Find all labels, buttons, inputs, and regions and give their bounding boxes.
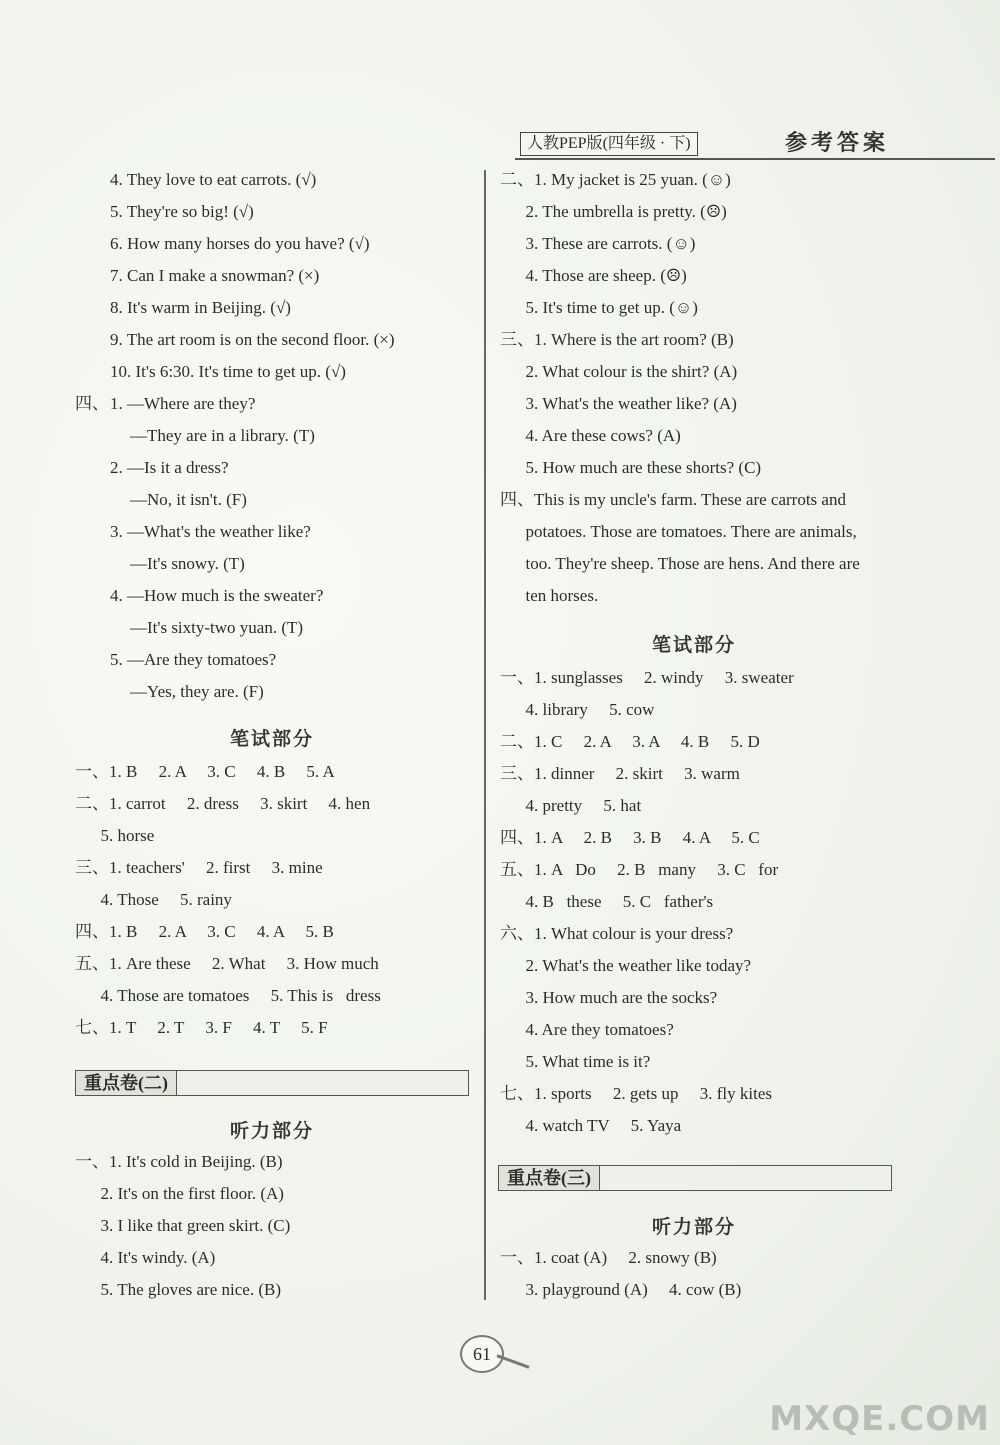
answer-line: 二、1. My jacket is 25 yuan. (☺) bbox=[500, 170, 731, 189]
answer-line: 4. library 5. cow bbox=[500, 700, 655, 719]
answer-line: 三、1. teachers' 2. first 3. mine bbox=[75, 858, 323, 877]
dialog-question: 1. —Where are they? bbox=[110, 394, 256, 413]
written-section-title: 笔试部分 bbox=[652, 635, 737, 656]
answer-line: 四、1. B 2. A 3. C 4. A 5. B bbox=[75, 922, 334, 941]
page-number: 61 bbox=[460, 1335, 504, 1373]
edition-label: 人教PEP版(四年级 · 下) bbox=[520, 132, 698, 156]
answer-line: 3. I like that green skirt. (C) bbox=[75, 1216, 291, 1235]
answer-line: 5. The gloves are nice. (B) bbox=[75, 1280, 281, 1299]
header-rule bbox=[515, 158, 995, 160]
answer-line: 8. It's warm in Beijing. (√) bbox=[110, 298, 291, 317]
answer-line: 4. pretty 5. hat bbox=[500, 796, 642, 815]
answer-line: 六、1. What colour is your dress? bbox=[500, 924, 734, 943]
answer-line: 7. Can I make a snowman? (×) bbox=[110, 266, 320, 285]
answer-line: 5. What time is it? bbox=[500, 1052, 651, 1071]
passage-line: potatoes. Those are tomatoes. There are animals, bbox=[500, 522, 857, 541]
section-box bbox=[75, 1070, 469, 1096]
answer-line: 4. It's windy. (A) bbox=[75, 1248, 216, 1267]
answer-line: 4. Those 5. rainy bbox=[75, 890, 232, 909]
dialog-answer: —No, it isn't. (F) bbox=[130, 490, 247, 509]
answer-line: 一、1. coat (A) 2. snowy (B) bbox=[500, 1248, 717, 1267]
passage-line: 四、This is my uncle's farm. These are carrots and bbox=[500, 490, 846, 509]
answer-line: 三、1. Where is the art room? (B) bbox=[500, 330, 734, 349]
answer-line: 4. Those are sheep. (☹) bbox=[500, 266, 687, 285]
answer-line: 2. What's the weather like today? bbox=[500, 956, 752, 975]
listening-section-title: 听力部分 bbox=[230, 1121, 315, 1142]
passage-line: ten horses. bbox=[500, 586, 599, 605]
dialog-question: 2. —Is it a dress? bbox=[110, 458, 229, 477]
answer-line: 四、1. A 2. B 3. B 4. A 5. C bbox=[500, 828, 760, 847]
answer-line: 6. How many horses do you have? (√) bbox=[110, 234, 370, 253]
answer-line: 5. It's time to get up. (☺) bbox=[500, 298, 698, 317]
watermark: MXQE.COM bbox=[769, 1399, 990, 1439]
answer-line: 三、1. dinner 2. skirt 3. warm bbox=[500, 764, 740, 783]
answer-key-title: 参考答案 bbox=[785, 130, 890, 155]
answer-line: 4. Are they tomatoes? bbox=[500, 1020, 674, 1039]
answer-line: 4. watch TV 5. Yaya bbox=[500, 1116, 682, 1135]
section-box-label: 重点卷(三) bbox=[499, 1166, 600, 1190]
answer-line: 4. Are these cows? (A) bbox=[500, 426, 681, 445]
answer-line: 5. They're so big! (√) bbox=[110, 202, 254, 221]
dialog-answer: —They are in a library. (T) bbox=[130, 426, 315, 445]
dialog-question: 3. —What's the weather like? bbox=[110, 522, 311, 541]
answer-line: 10. It's 6:30. It's time to get up. (√) bbox=[110, 362, 346, 381]
answer-line: 3. What's the weather like? (A) bbox=[500, 394, 737, 413]
answer-line: 七、1. sports 2. gets up 3. fly kites bbox=[500, 1084, 772, 1103]
answer-line: 二、1. carrot 2. dress 3. skirt 4. hen bbox=[75, 794, 371, 813]
answer-line: 一、1. sunglasses 2. windy 3. sweater bbox=[500, 668, 794, 687]
answer-line: 2. What colour is the shirt? (A) bbox=[500, 362, 738, 381]
answer-line: 一、1. B 2. A 3. C 4. B 5. A bbox=[75, 762, 335, 781]
part-prefix: 四、 bbox=[75, 394, 109, 413]
listening-section-title: 听力部分 bbox=[652, 1217, 737, 1238]
dialog-question: 4. —How much is the sweater? bbox=[110, 586, 324, 605]
dialog-answer: —It's snowy. (T) bbox=[130, 554, 245, 573]
column-divider bbox=[484, 170, 486, 1300]
answer-line: 七、1. T 2. T 3. F 4. T 5. F bbox=[75, 1018, 328, 1037]
page-header bbox=[515, 118, 995, 160]
passage-line: too. They're sheep. Those are hens. And there are bbox=[500, 554, 860, 573]
answer-line: 4. B these 5. C father's bbox=[500, 892, 714, 911]
answer-line: 5. horse bbox=[75, 826, 155, 845]
answer-line: 五、1. A Do 2. B many 3. C for bbox=[500, 860, 779, 879]
answer-line: 2. The umbrella is pretty. (☹) bbox=[500, 202, 727, 221]
dialog-answer: —Yes, they are. (F) bbox=[130, 682, 264, 701]
answer-line: 4. Those are tomatoes 5. This is dress bbox=[75, 986, 381, 1005]
answer-line: 一、1. It's cold in Beijing. (B) bbox=[75, 1152, 283, 1171]
answer-line: 二、1. C 2. A 3. A 4. B 5. D bbox=[500, 732, 760, 751]
answer-line: 5. How much are these shorts? (C) bbox=[500, 458, 762, 477]
dialog-answer: —It's sixty-two yuan. (T) bbox=[130, 618, 304, 637]
answer-line: 五、1. Are these 2. What 3. How much bbox=[75, 954, 379, 973]
answer-line: 9. The art room is on the second floor. (×) bbox=[110, 330, 395, 349]
written-section-title: 笔试部分 bbox=[230, 729, 315, 750]
answer-line: 3. playground (A) 4. cow (B) bbox=[500, 1280, 742, 1299]
answer-line: 3. How much are the socks? bbox=[500, 988, 718, 1007]
answer-line: 4. They love to eat carrots. (√) bbox=[110, 170, 317, 189]
answer-line: 3. These are carrots. (☺) bbox=[500, 234, 696, 253]
dialog-question: 5. —Are they tomatoes? bbox=[110, 650, 277, 669]
answer-line: 2. It's on the first floor. (A) bbox=[75, 1184, 284, 1203]
section-box-label: 重点卷(二) bbox=[76, 1071, 177, 1095]
section-box bbox=[498, 1165, 892, 1191]
